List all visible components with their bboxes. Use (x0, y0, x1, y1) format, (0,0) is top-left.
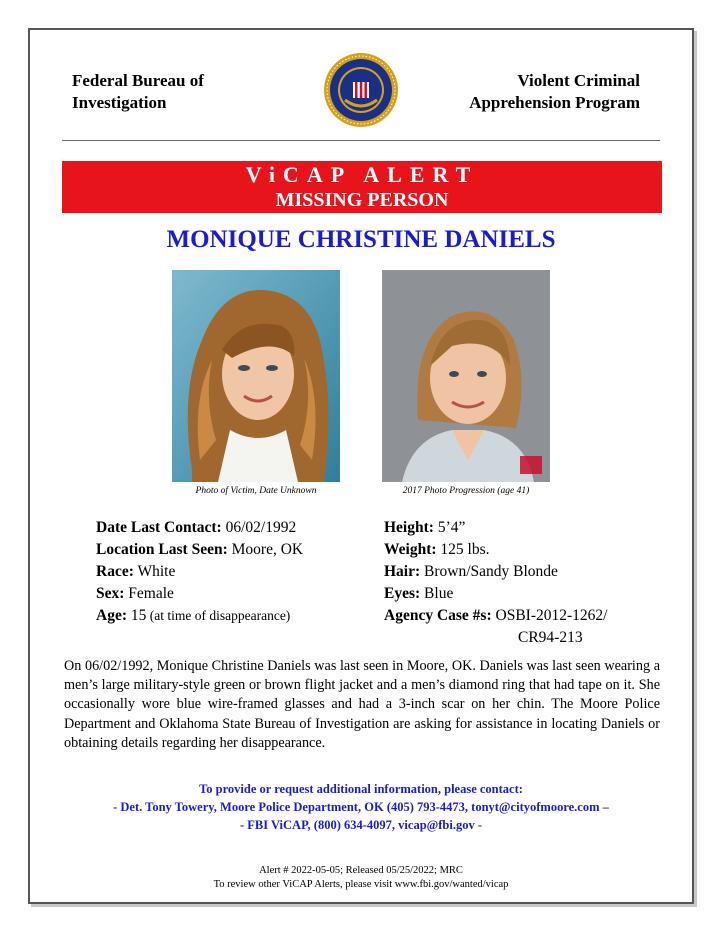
alert-footer (30, 864, 692, 892)
fact-location-last-seen: Location Last Seen: Moore, OK (96, 541, 304, 558)
program-name (469, 70, 640, 114)
case-narrative: On 06/02/1992, Monique Christine Daniels was last seen in Moore, OK. Daniels was last seen wearing a men’s large military-style green or brown flight jacket and a men’s diamond ring that had tape on it. She occasionally wore blue wire-framed glasses and had a 3-inch scar on her chin. The Moore Police Department and Oklahoma State Bureau of Investigation are asking for assistance in locating Daniels or obtaining details regarding her disappearance. (64, 658, 660, 751)
contact-info (30, 780, 692, 834)
banner-title: ViCAP ALERT (245, 162, 479, 187)
program-name-line1: Violent Criminal (517, 71, 640, 90)
progression-photo-caption: 2017 Photo Progression (age 41) (402, 486, 530, 496)
age-progression-photo (382, 270, 550, 482)
contact-moore-police: - Det. Tony Towery, Moore Police Department, OK (405) 793-4473, tonyt@cityofmoore.com – (113, 800, 609, 814)
contact-heading: To provide or request additional information, please contact: (199, 782, 523, 796)
alert-banner (62, 161, 662, 213)
fbi-seal-icon (323, 52, 399, 128)
fact-date-last-contact: Date Last Contact: 06/02/1992 (96, 519, 297, 536)
agency-name-line1: Federal Bureau of (72, 71, 204, 90)
fact-eyes: Eyes: Blue (384, 585, 454, 602)
alert-release-info: Alert # 2022-05-05; Released 05/25/2022; MRC (259, 865, 463, 876)
victim-photo-caption: Photo of Victim, Date Unknown (195, 486, 317, 496)
fact-height: Height: 5’4” (384, 519, 466, 536)
banner-subtitle: MISSING PERSON (275, 189, 449, 211)
missing-person-name: MONIQUE CHRISTINE DANIELS (166, 226, 556, 253)
fact-race: Race: White (96, 563, 176, 580)
fact-agency-case-number-2: CR94-213 (518, 629, 583, 646)
alert-website-info: To review other ViCAP Alerts, please visit www.fbi.gov/wanted/vicap (213, 879, 509, 890)
header-divider (62, 140, 660, 141)
program-name-line2: Apprehension Program (469, 93, 640, 112)
fact-age: Age: 15 (at time of disappearance) (96, 607, 291, 624)
contact-fbi-vicap: - FBI ViCAP, (800) 634-4097, vicap@fbi.gov - (239, 818, 483, 832)
facts-right (384, 517, 674, 649)
fact-weight: Weight: 125 lbs. (384, 541, 490, 558)
fact-agency-case-numbers: Agency Case #s: OSBI-2012-1262/ (384, 607, 608, 624)
alert-page (28, 28, 694, 904)
agency-name (72, 70, 204, 114)
fact-hair: Hair: Brown/Sandy Blonde (384, 563, 558, 580)
victim-photo (172, 270, 340, 482)
fact-sex: Sex: Female (96, 585, 174, 602)
agency-name-line2: Investigation (72, 93, 167, 112)
facts-left (96, 517, 366, 627)
